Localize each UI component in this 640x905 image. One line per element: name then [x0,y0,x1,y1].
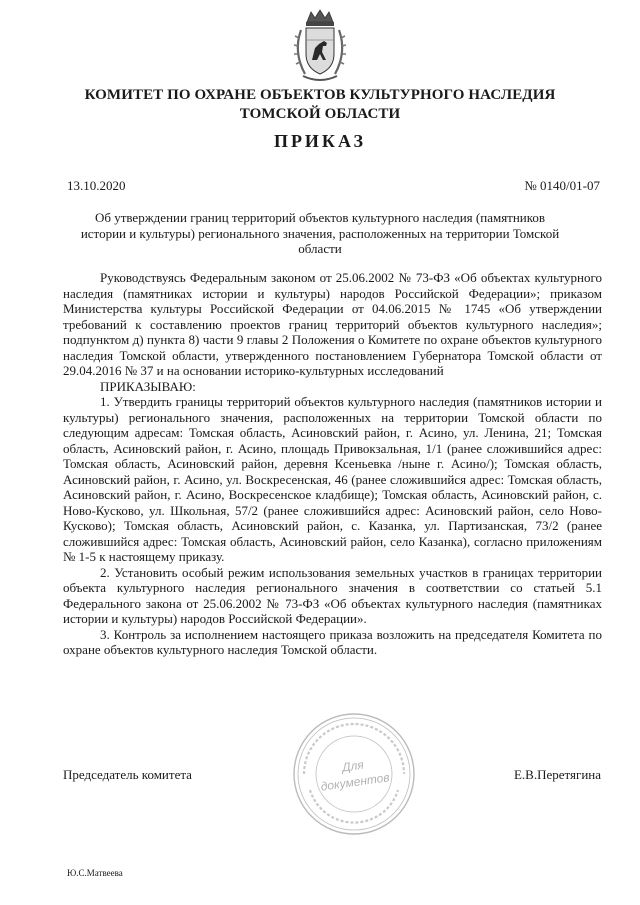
tomsk-coat-of-arms-icon [291,8,349,84]
order-word: ПРИКАЗЫВАЮ: [100,378,196,394]
document-body [63,270,602,658]
organization-name-line2: ТОМСКОЙ ОБЛАСТИ [239,106,401,122]
order-item-2: 2. Установить особый режим использования земельных участков в границах территории объекта культурного наследия регионального значения в соответствии со статьей 5.1 Федерального закона от 25.06.2002 № 73-ФЗ «Об объектах культурного наследия (памятниках истории и культуры) народов Российской Федерации». [63,564,602,626]
document-number: № 0140/01-07 [524,178,600,193]
official-seal-stamp [290,710,418,838]
stamp-center-line2: документов [319,770,391,794]
preamble-paragraph: Руководствуясь Федеральным законом от 25.06.2002 № 73-ФЗ «Об объектах культурного наследия (памятниках истории и культуры) народов Российской Федерации»; приказом Министерства культуры Российской Федерации от 04.06.2015 № 1745 «Об утверждении требований к составлению проектов границ территорий объектов культурного наследия»; подпунктом д) пункта 8) части 9 главы 2 Положения о Комитете по охране объектов культурного наследия Томской области, утвержденного постановлением Губернатора Томской области от 29.04.2016 № 37 и на основании историко-культурных исследований [63,270,602,378]
order-item-3: 3. Контроль за исполнением настоящего приказа возложить на председателя Комитета по охране объектов культурного наследия Томской области. [63,626,602,657]
executor-name: Ю.С.Матвеева [67,868,123,878]
document-date: 13.10.2020 [67,178,126,193]
signatory-position: Председатель комитета [63,767,192,782]
organization-name-line1: КОМИТЕТ ПО ОХРАНЕ ОБЪЕКТОВ КУЛЬТУРНОГО НАСЛЕДИЯ [84,87,556,103]
signatory-name: Е.В.Перетягина [513,767,601,782]
document-type-title: ПРИКАЗ [273,131,367,151]
order-item-1: 1. Утвердить границы территорий объектов культурного наследия (памятников истории и культуры) регионального значения, расположенных на территории Томской области по следующим адресам: Томская область, Асиновский район, г. Асино, ул. Ленина, 21; Томская область, Асиновский район, г. Асино, площадь Привокзальная, 1/1 (ранее сложившийся адрес: Томская область, Асиновский район, деревня Ксеньевка /ныне г. Асино/); Томская область, Асиновский район, г. Асино, ул. Воскресенская, 46 (ранее сложившийся адрес: Томская область, Асиновский район, г. Асино, Воскресенское кладбище); Томская область, Асиновский район, с. Ново-Кусково, ул. Школьная, 57/2 (ранее сложившийся адрес: Асиновский район, село Ново-Кусково); Томская область, Асиновский район, с. Казанка, ул. Партизанская, 73/2 (ранее сложившийся адрес: Томская область, Асиновский район, село Казанка), согласно приложениям № 1-5 к настоящему приказу. [63,394,602,564]
stamp-center-line1: Для [341,757,365,775]
document-subject: Об утверждении границ территорий объектов культурного наследия (памятников истории и культуры) регионального значения, расположенных на территории Томской области [80,210,560,256]
